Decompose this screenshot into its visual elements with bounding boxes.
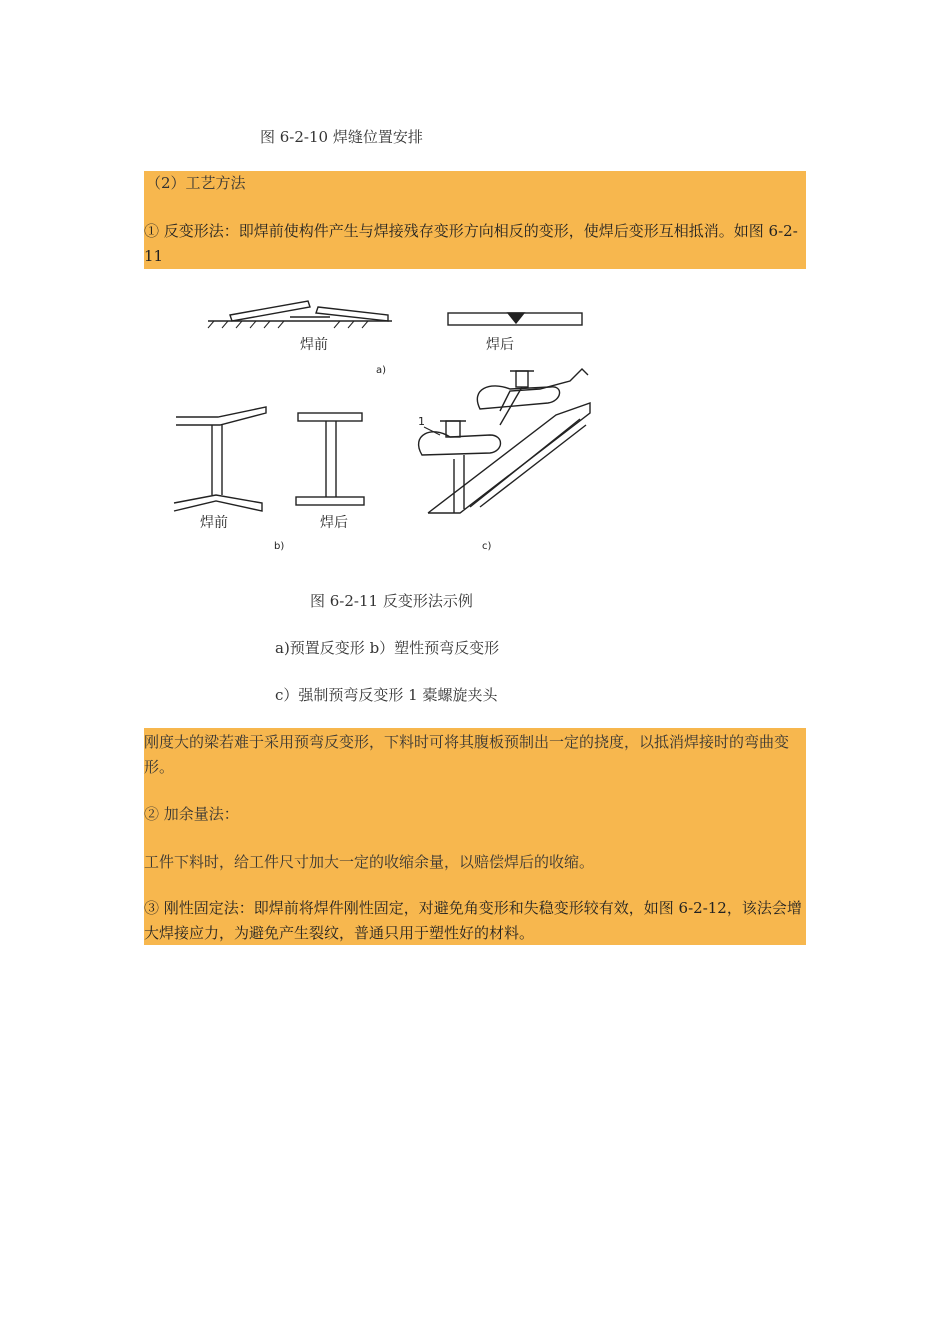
plate-right-tilted — [316, 307, 388, 321]
i-beam-after — [296, 413, 364, 505]
figure-subcaption-c: c）强制预弯反变形 1 橐螺旋夹头 — [275, 686, 498, 704]
label-a-after: 焊后 — [486, 337, 514, 353]
paragraph-rigid-fixing: ③ 刚性固定法：即焊前将焊件刚性固定，对避免角变形和失稳变形较有效，如图 6-2-12，该法会增大焊接应力，为避免产生裂纹，普通只用于塑性好的材料。 — [144, 896, 806, 945]
band-spacer — [144, 778, 806, 802]
label-a-before: 焊前 — [300, 337, 328, 353]
figure-subcaption-ab: a)预置反变形 b）塑性预弯反变形 — [275, 639, 500, 657]
plate-left-tilted — [230, 301, 310, 321]
band-spacer — [144, 195, 806, 219]
label-b-tag: b) — [274, 541, 285, 552]
weld-bead — [508, 313, 524, 323]
paragraph-rigid-beam-note: 刚度大的梁若难于采用预弯反变形，下料时可将其腹板预制出一定的挠度，以抵消焊接时的弯曲变形。 — [144, 728, 806, 778]
label-c-part-1: 1 — [418, 415, 425, 428]
clamp-assembly — [419, 369, 590, 513]
label-a-tag: a) — [376, 365, 387, 376]
figure-caption-6-2-10: 图 6-2-10 焊缝位置安排 — [260, 128, 423, 146]
label-c-tag: c) — [482, 541, 492, 552]
label-b-before: 焊前 — [200, 515, 228, 531]
i-beam-before — [174, 407, 266, 511]
band-spacer — [144, 874, 806, 896]
paragraph-reverse-deformation: ① 反变形法：即焊前使构件产生与焊接残存变形方向相反的变形，使焊后变形互相抵消。如图 6-2-11 — [144, 219, 806, 269]
band-spacer — [144, 826, 806, 850]
section-heading-allowance: ② 加余量法： — [144, 802, 806, 826]
label-b-after: 焊后 — [320, 515, 348, 531]
section-heading-process: （2）工艺方法 — [144, 171, 806, 195]
figure-caption-6-2-11: 图 6-2-11 反变形法示例 — [310, 592, 473, 610]
paragraph-allowance: 工件下料时，给工件尺寸加大一定的收缩余量，以赔偿焊后的收缩。 — [144, 850, 806, 874]
ground-hatch — [208, 321, 368, 328]
figure-6-2-11-illustration — [170, 285, 600, 560]
